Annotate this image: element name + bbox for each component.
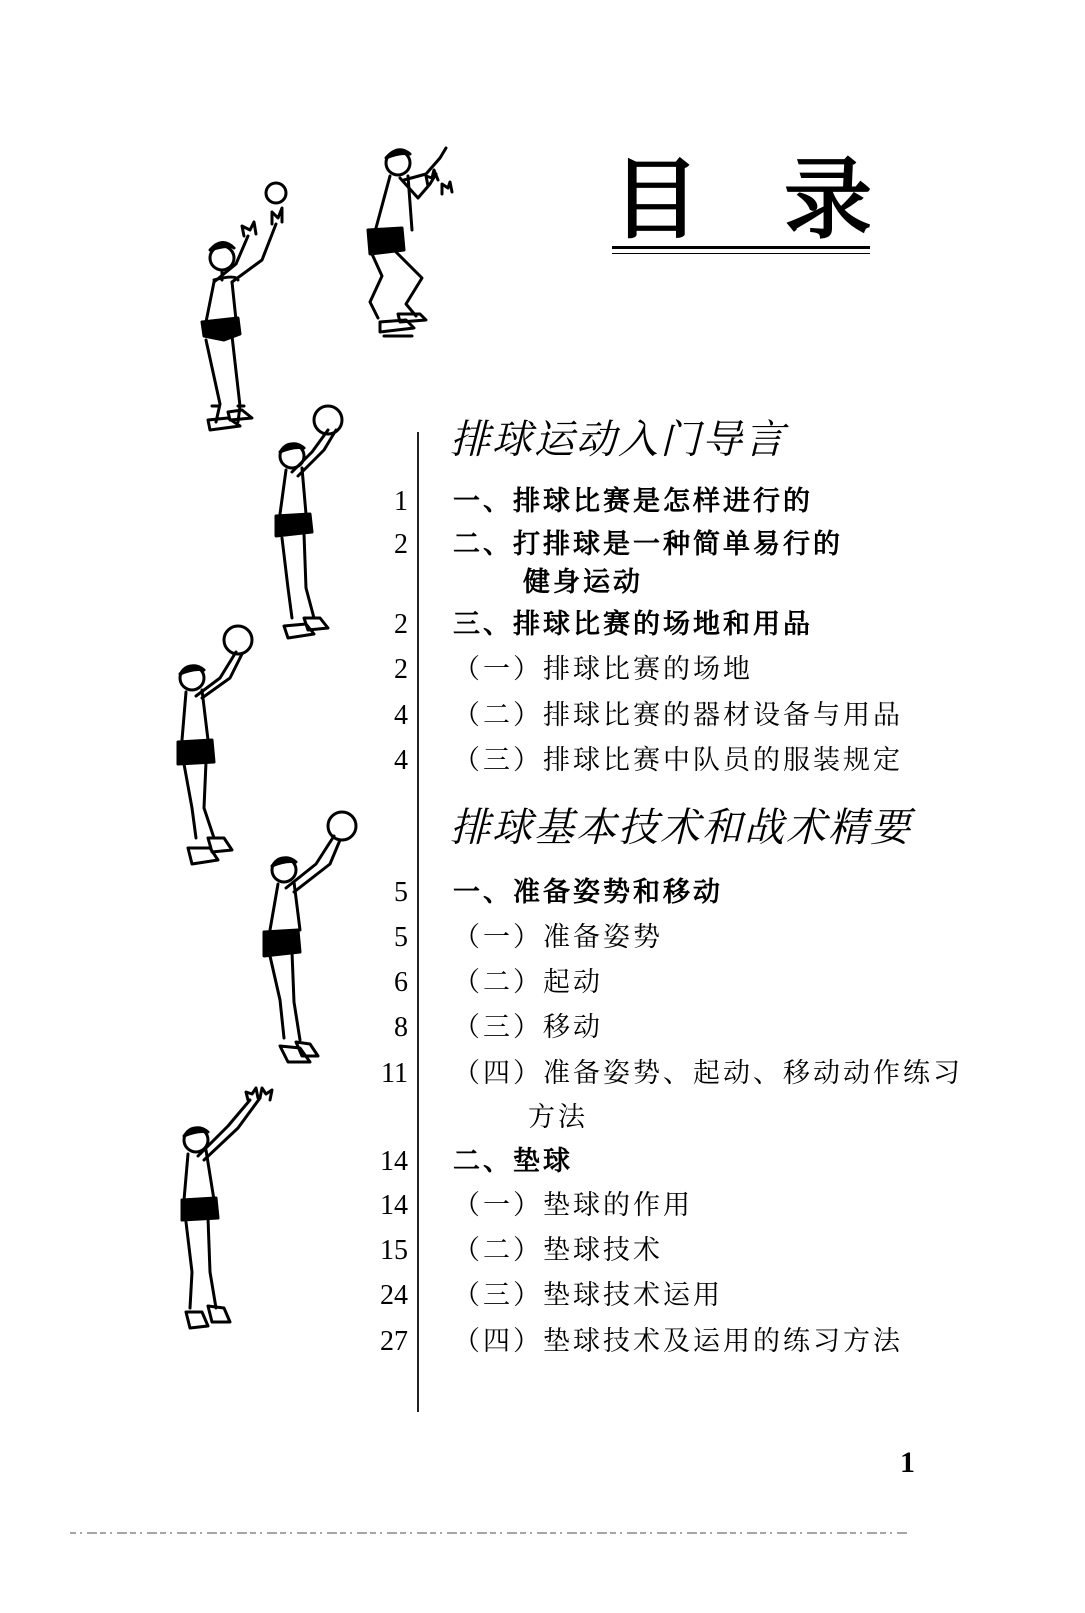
toc-page: 1 xyxy=(394,486,408,517)
toc-page: 4 xyxy=(394,745,408,776)
toc-text: 三、排球比赛的场地和用品 xyxy=(453,609,813,640)
toc-page: 11 xyxy=(381,1058,408,1089)
section-heading-techniques: 排球基本技术和战术精要 xyxy=(450,805,912,851)
ball-icon-3 xyxy=(224,626,252,654)
toc-text: （一）排球比赛的场地 xyxy=(453,654,753,685)
toc-entry[interactable] xyxy=(378,482,978,522)
section-heading-intro: 排球运动入门导言 xyxy=(450,417,786,463)
toc-entry[interactable] xyxy=(378,963,978,1003)
ball-icon xyxy=(266,183,286,203)
player-figure-3 xyxy=(276,406,342,638)
toc-page: 2 xyxy=(394,609,408,640)
toc-entry[interactable] xyxy=(378,650,978,690)
toc-entry[interactable] xyxy=(378,1142,978,1182)
toc-entry[interactable] xyxy=(378,741,978,781)
player-figure-6 xyxy=(182,1088,272,1328)
title-char-2: 录 xyxy=(783,148,872,251)
toc-text: （三）排球比赛中队员的服装规定 xyxy=(453,745,903,776)
toc-entry[interactable] xyxy=(378,1008,978,1048)
player-figure-1 xyxy=(202,183,286,430)
player-figure-2 xyxy=(368,148,452,336)
toc-text: （二）垫球技术 xyxy=(453,1235,663,1266)
title-underline xyxy=(612,246,870,249)
toc-text: （一）准备姿势 xyxy=(453,922,663,953)
toc-page: 5 xyxy=(394,877,408,908)
toc-entry[interactable] xyxy=(378,1186,978,1226)
toc-text: （三）移动 xyxy=(453,1012,603,1043)
toc-page: 2 xyxy=(394,529,408,560)
toc-page: 24 xyxy=(380,1280,408,1311)
toc-text: 健身运动 xyxy=(523,567,643,598)
toc-text: （三）垫球技术运用 xyxy=(453,1280,723,1311)
toc-text: 一、准备姿势和移动 xyxy=(453,877,723,908)
page-number: 1 xyxy=(900,1446,915,1479)
toc-page: 2 xyxy=(394,654,408,685)
title-char-1: 目 xyxy=(612,148,701,251)
player-figure-5 xyxy=(264,812,356,1062)
player-figure-4 xyxy=(178,626,252,864)
toc-entry-continuation[interactable] xyxy=(378,1098,978,1138)
page-title xyxy=(612,150,872,250)
toc-page: 15 xyxy=(380,1235,408,1266)
toc-page: 14 xyxy=(380,1146,408,1177)
toc-entry[interactable] xyxy=(378,605,978,645)
toc-text: 一、排球比赛是怎样进行的 xyxy=(453,486,813,517)
toc-text: （一）垫球的作用 xyxy=(453,1190,693,1221)
toc-page: 14 xyxy=(380,1190,408,1221)
toc-text: （四）准备姿势、起动、移动动作练习 xyxy=(453,1058,963,1089)
toc-page: 5 xyxy=(394,922,408,953)
toc-text: 方法 xyxy=(528,1102,588,1133)
toc-entry[interactable] xyxy=(378,696,978,736)
toc-entry[interactable] xyxy=(378,1322,978,1362)
toc-text: （四）垫球技术及运用的练习方法 xyxy=(453,1326,903,1357)
toc-entry-continuation[interactable] xyxy=(378,563,978,603)
ball-icon-4 xyxy=(328,812,356,840)
toc-entry[interactable] xyxy=(378,1276,978,1316)
title-underline-thin xyxy=(612,253,870,254)
toc-entry[interactable] xyxy=(378,918,978,958)
toc-entry[interactable] xyxy=(378,1231,978,1271)
toc-text: （二）排球比赛的器材设备与用品 xyxy=(453,700,903,731)
toc-page: 6 xyxy=(394,967,408,998)
toc-page: 8 xyxy=(394,1012,408,1043)
toc-page: 27 xyxy=(380,1326,408,1357)
scan-noise-line xyxy=(70,1530,910,1536)
toc-text: 二、打排球是一种简单易行的 xyxy=(453,529,843,560)
toc-entry[interactable] xyxy=(378,873,978,913)
toc-entry[interactable] xyxy=(378,525,978,565)
toc-page: 4 xyxy=(394,700,408,731)
toc-text: （二）起动 xyxy=(453,967,603,998)
toc-text: 二、垫球 xyxy=(453,1146,573,1177)
toc-entry[interactable] xyxy=(378,1054,978,1094)
